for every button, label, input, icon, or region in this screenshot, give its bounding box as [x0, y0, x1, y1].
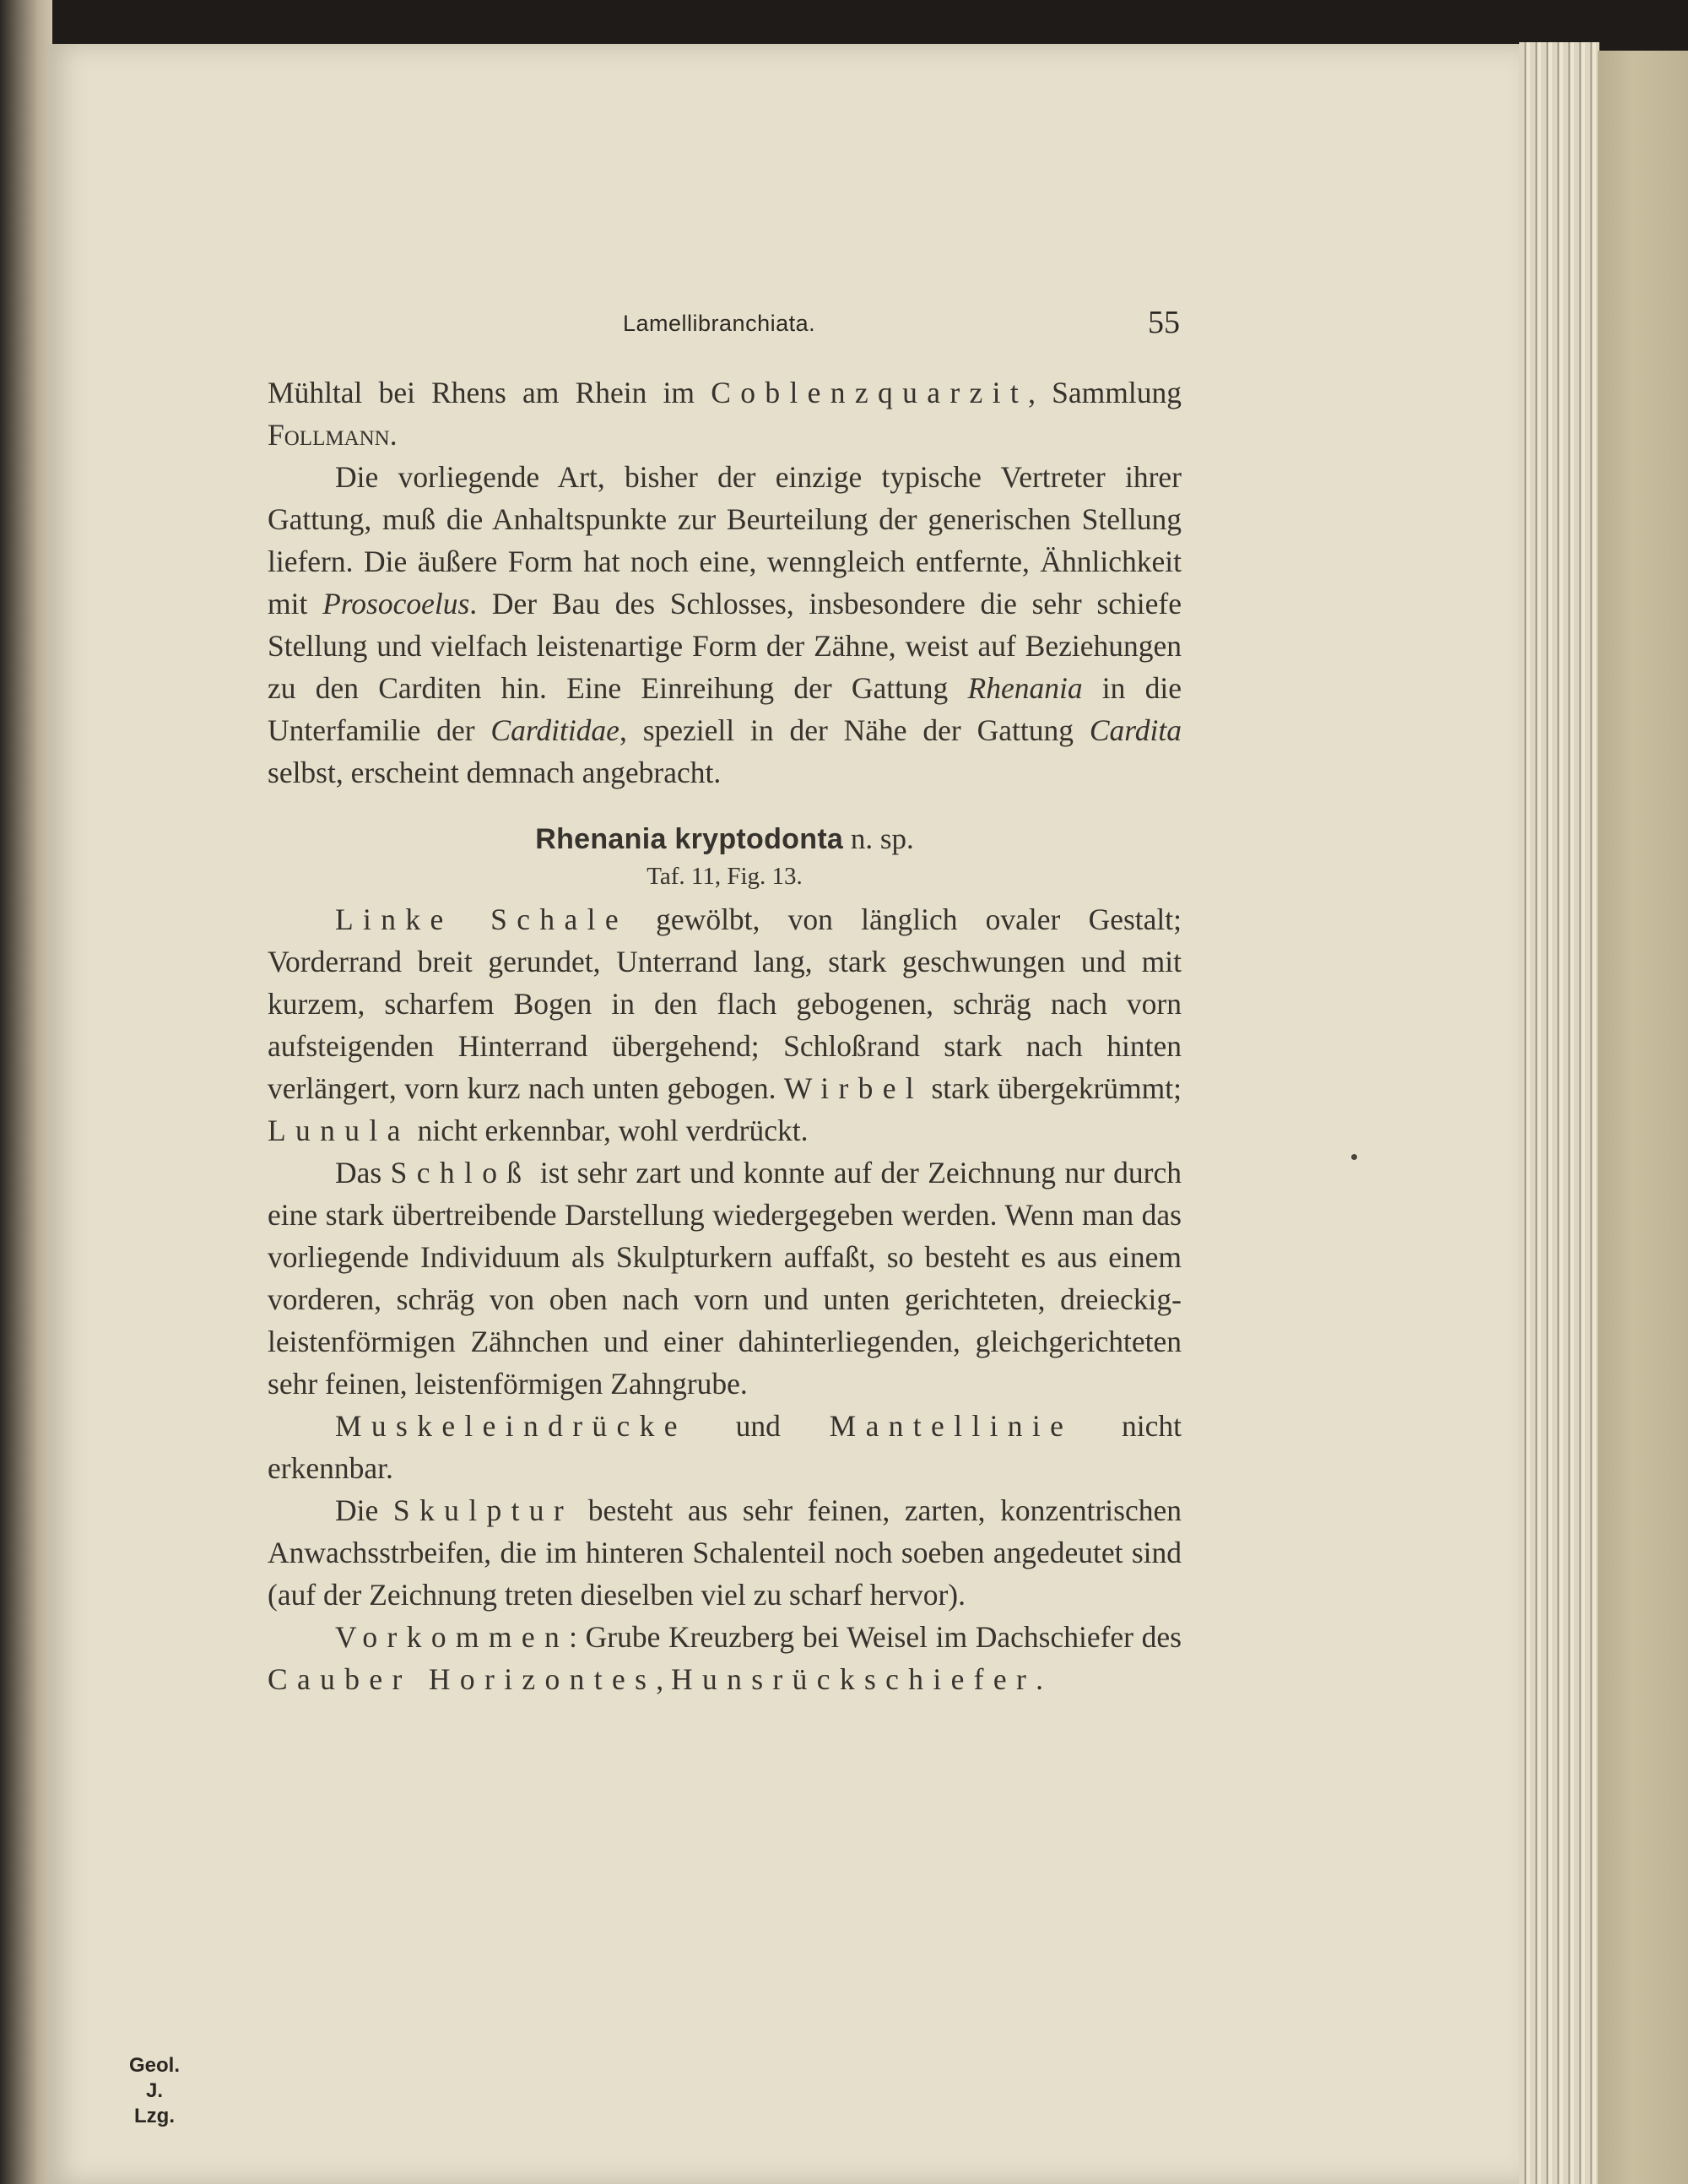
text-run: Das: [335, 1156, 391, 1190]
paragraph-7: [268, 1616, 1182, 1700]
stamp-line-2: Lzg.: [134, 2105, 175, 2127]
paragraph-6: [268, 1489, 1182, 1616]
paragraph-4: [268, 1152, 1182, 1405]
paragraph-2: [268, 456, 1182, 794]
text-run: gewölbt, von länglich ovaler Gestalt; Vorderrand breit gerundet, Unterrand lang, stark geschwungen und mit kurzem, scharfem Bogen in den flach gebogenen, schräg nach vorn aufsteigenden Hinterrand übergehend; Schloßrand stark nach hinten verlängert, vorn kurz nach unten gebogen.: [268, 902, 1182, 1105]
plate-reference: Taf. 11, Fig. 13.: [647, 863, 803, 890]
text-run: Die: [335, 1493, 393, 1527]
text-run: , speziell in der Nähe der Gattung: [619, 713, 1090, 747]
text-run: in die Unterfamilie der: [268, 671, 1182, 747]
book-spine: [0, 0, 52, 2184]
text-run: Mühltal bei Rhens am Rhein im: [268, 376, 711, 409]
text-run: besteht aus sehr feinen, zarten, konzentrischen Anwachsstrbeifen, die im hinteren Schalenteil noch soeben angedeutet sind (auf der Zeichnung treten dieselben viel zu scharf hervor).: [268, 1493, 1182, 1612]
taxon-name: Cardita: [1089, 713, 1182, 747]
paragraph-1: [268, 371, 1182, 456]
body-text: [268, 371, 1182, 1700]
paragraph-3: [268, 898, 1182, 1152]
text-run: . Der Bau des Schlosses, insbesondere die sehr schiefe Stellung und vielfach leistenartige Form der Zähne, weist auf Beziehungen zu den Carditen hin. Eine Einreihung der Gattung: [268, 587, 1182, 705]
species-suffix: n. sp.: [843, 822, 914, 855]
spaced-term: Skulptur: [392, 1493, 574, 1527]
text-run: ,: [656, 1662, 672, 1696]
back-cover: [1598, 51, 1688, 2184]
taxon-name: Prosocoelus: [322, 587, 470, 621]
page-edges: [1519, 42, 1599, 2184]
spaced-term: Mantellinie: [829, 1409, 1074, 1443]
text-run: ist sehr zart und konnte auf der Zeichnung nur durch eine stark übertreibende Darstellung wiedergegeben werden. Wenn man das vorliegende Individuum als Skulpturkern auffaßt, so besteht es aus einem vorderen, schräg von oben nach vorn und unten gerichteten, dreieckig-leistenförmigen Zähnchen und einer dahinterliegenden, gleichgerichteten sehr feinen, leistenförmigen Zahngrube.: [268, 1156, 1182, 1401]
spaced-term: Linke Schale: [335, 902, 628, 936]
text-run: selbst, erscheint demnach angebracht.: [268, 756, 722, 789]
text-run: stark übergekrümmt;: [923, 1071, 1182, 1105]
paragraph-5: [268, 1405, 1182, 1489]
text-run: : Grube Kreuzberg bei Weisel im Dachschiefer des: [569, 1620, 1182, 1654]
running-head: [623, 304, 1180, 346]
taxon-name: Carditidae: [490, 713, 619, 747]
running-head-title: Lamellibranchiata.: [623, 311, 816, 336]
text-run: Die vorliegende Art, bisher der einzige typische Vertreter ihrer Gattung, muß die Anhaltspunkte zur Beurteilung der generischen Stellung liefern. Die äußere Form hat noch eine, wenngleich entfernte, Ähnlichkeit mit: [268, 460, 1182, 621]
speck: [1351, 1154, 1357, 1160]
page-number: 55: [1148, 305, 1180, 340]
text-run: nicht erkennbar, wohl verdrückt.: [409, 1114, 809, 1147]
text-run: , Sammlung: [1028, 376, 1182, 409]
spaced-term: Cauber Horizontes: [268, 1662, 657, 1696]
spaced-term: Muskeleindrücke: [335, 1409, 687, 1443]
text-run: und: [686, 1409, 830, 1443]
text-run: .: [1036, 1662, 1044, 1696]
text-run: nicht erkennbar.: [268, 1409, 1182, 1485]
library-stamp: [125, 2053, 184, 2129]
text-run: .: [389, 418, 398, 452]
collector-name: Follmann: [268, 418, 390, 452]
spaced-term: Schloß: [390, 1156, 532, 1190]
stamp-line-1: Geol. J.: [128, 2054, 180, 2102]
spaced-term: Lunula: [268, 1114, 410, 1147]
spaced-term: Wirbel: [783, 1071, 924, 1105]
taxon-name: Rhenania: [967, 671, 1083, 705]
spaced-term: Hunsrückschiefer: [671, 1662, 1036, 1696]
spaced-term: Coblenzquarzit: [711, 376, 1029, 409]
species-heading: [268, 819, 1182, 859]
species-name: Rhenania kryptodonta: [535, 823, 844, 855]
spaced-term: Vorkommen: [335, 1620, 570, 1654]
